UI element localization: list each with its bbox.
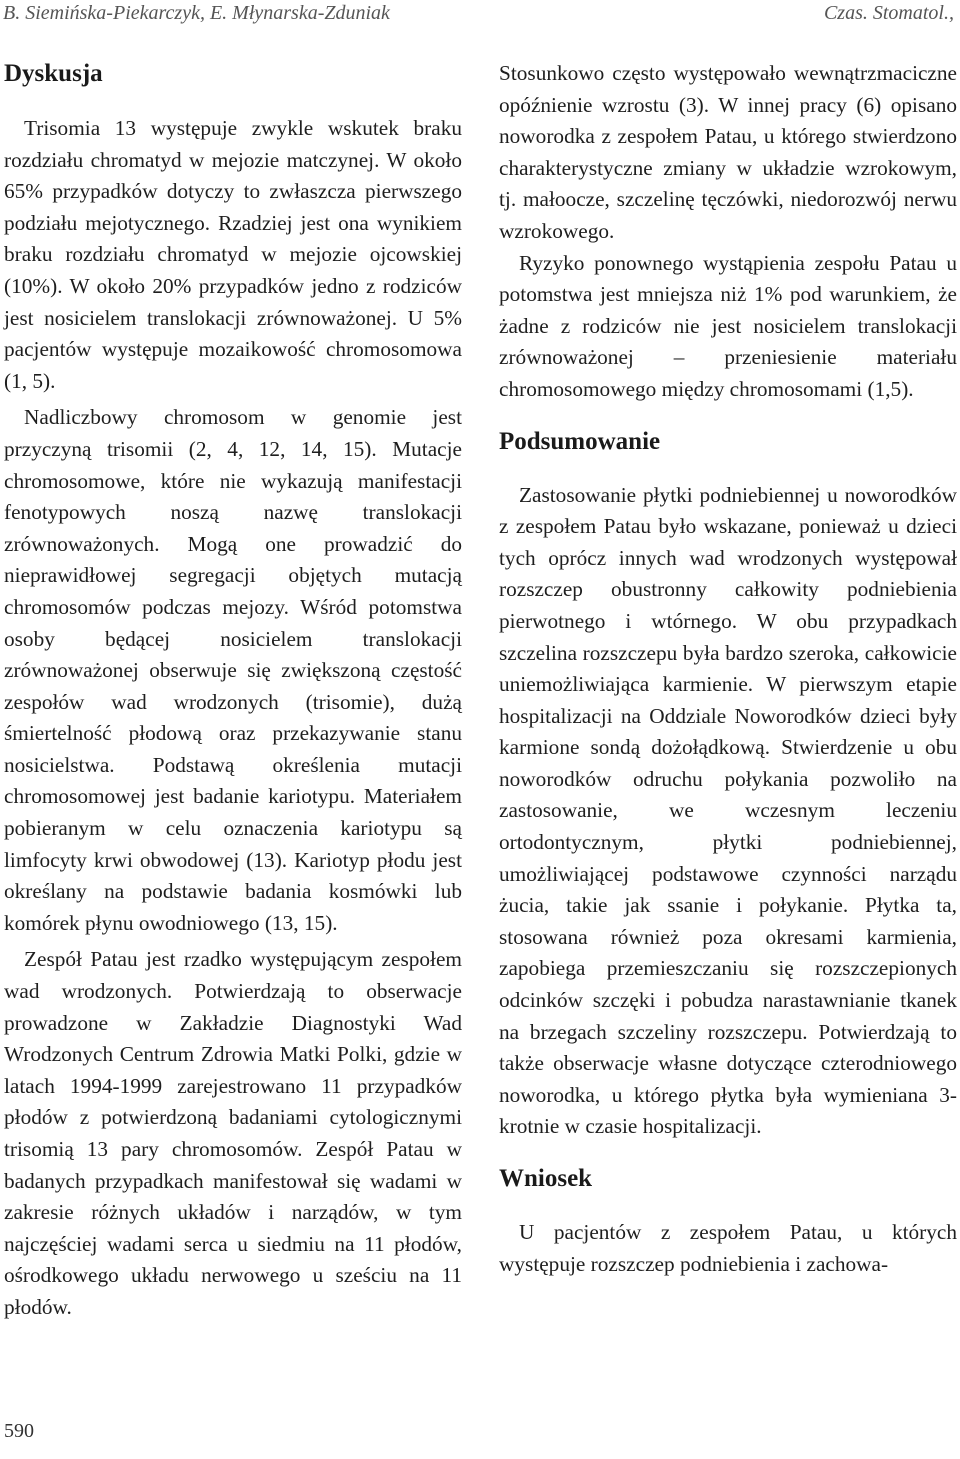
section-heading-dyskusja: Dyskusja — [4, 60, 103, 87]
section-heading-podsumowanie: Podsumowanie — [499, 427, 661, 455]
running-header — [0, 0, 960, 26]
paragraph: Zespół Patau jest rzadko występującym zespołem wad wrodzonych. Potwierdzają to obserwacje prowadzone w Zakładzie Diagnostyki Wad Wrodzonych Centrum Zdrowia Matki Polki, gdzie w latach 1994-1999 zarejestrowano 11 przypadków płodów z potwierdzoną badaniami cytologicznymi trisomią 13 pary chromosomów. Zespół Patau w badanych przypadkach manifestował się wadami w zakresie różnych układów i narządów, w tym najczęściej wadami serca u siedmiu na 11 płodów, ośrodkowego układu nerwowego u sześciu na 11 płodów. — [4, 947, 462, 1319]
page-number: 590 — [4, 1420, 34, 1442]
header-authors: B. Siemińska-Piekarczyk, E. Młynarska-Zduniak — [3, 2, 390, 24]
paragraph: Zastosowanie płytki podniebiennej u noworodków z zespołem Patau było wskazane, ponieważ u dzieci tych oprócz innych wad wrodzonych występował rozszczep obustronny całkowity podniebienia pierwotnego i wtórnego. W obu przypadkach szczelina rozszczepu była bardzo szeroka, całkowicie uniemożliwiająca karmienie. W pierwszym etapie hospitalizacji na Oddziale Noworodków dzieci były karmione sondą dożołądkową. Stwierdzenie u obu noworodków odruchu połykania pozwoliło na zastosowanie, we wczesnym leczeniu ortodontycznym, płytki podniebiennej, umożliwiającej podstawowe czynności narządu żucia, takie jak ssanie i połykanie. Płytka ta, stosowana również poza okresami karmienia, zapobiega przemieszczaniu się rozszczepionych odcinków szczęki i pobudza narastawnianie tkanek na brzegach szczeliny rozszczepu. Potwierdzają to także obserwacje własne dotyczące czterodniowego noworodka, u którego płytka była wymieniana 3-krotnie w czasie hospitalizacji. — [499, 482, 957, 1139]
header-journal: Czas. Stomatol., — [823, 2, 954, 24]
left-column — [4, 58, 462, 1324]
section-heading-wniosek: Wniosek — [499, 1165, 593, 1192]
paragraph: Ryzyko ponownego wystąpienia zespołu Patau u potomstwa jest mniejsza niż 1% pod warunkiem, że żadne z rodziców nie jest nosicielem translokacji zrównoważonej – przeniesienie materiału chromosomowego między chromosomami (1,5). — [499, 250, 957, 401]
paragraph: Nadliczbowy chromosom w genomie jest przyczyną trisomii (2, 4, 12, 14, 15). Mutacje chromosomowe, które nie wykazują manifestacji fenotypowych noszą nazwę translokacji zrównoważonych. Mogą one prowadzić do nieprawidłowej segregacji objętych mutacją chromosomów podczas mejozy. Wśród potomstwa osoby będącej nosicielem translokacji zrównoważonej obserwuje się zwiększoną częstość zespołów wad wrodzonych (trisomie), dużą śmiertelność płodową oraz przekazywanie stanu nosicielstwa. Podstawą określenia mutacji chromosomowej jest badanie kariotypu. Materiałem pobieranym w celu oznaczenia kariotypu są limfocyty krwi obwodowej (13). Kariotyp płodu jest określany na podstawie badania kosmówki lub komórek płynu owodniowego (13, 15). — [4, 405, 462, 935]
paragraph: Stosunkowo często występowało wewnątrzmaciczne opóźnienie wzrostu (3). W innej pracy (6) opisano noworodka z zespołem Patau, u którego stwierdzono charakterystyczne zmiany w układzie wzrokowym, tj. małoocze, szczelinę tęczówki, niedorozwój nerwu wzrokowego. — [499, 61, 957, 243]
right-column — [499, 58, 957, 1280]
paragraph: U pacjentów z zespołem Patau, u których występuje rozszczep podniebienia i zachowa- — [499, 1220, 957, 1276]
paragraph: Trisomia 13 występuje zwykle wskutek braku rozdziału chromatyd w mejozie matczynej. W około 65% przypadków dotyczy to zwłaszcza pierwszego podziału mejotycznego. Rzadziej jest ona wynikiem braku rozdziału chromatyd w mejozie ojcowskiej (10%). W około 20% przypadków jedno z rodziców jest nosicielem translokacji zrównoważonej. U 5% pacjentów występuje mozaikowość chromosomowa (1, 5). — [4, 116, 462, 393]
